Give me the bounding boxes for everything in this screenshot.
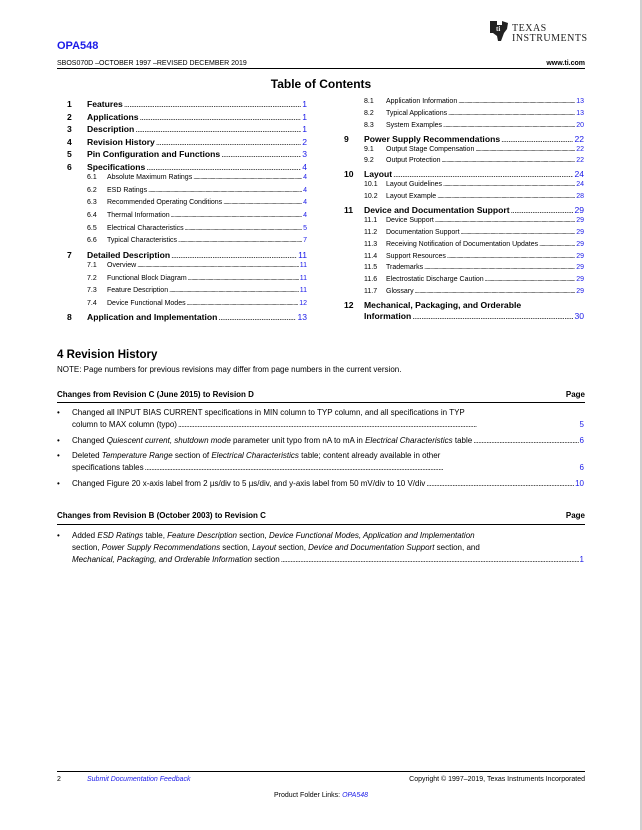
toc-entry[interactable] (87, 212, 307, 219)
toc-entry-number: 2 (67, 111, 72, 122)
part-number-link[interactable]: OPA548 (57, 40, 99, 52)
toc-entry-number: 10.2 (364, 193, 378, 201)
toc-entry-title: Output Protection (386, 157, 441, 165)
toc-entry-number: 6.1 (87, 174, 97, 182)
page-link[interactable]: 6 (579, 463, 584, 472)
toc-page-link[interactable]: 29 (576, 216, 584, 224)
toc-page-link[interactable]: 24 (576, 181, 584, 189)
toc-entry-number: 10 (344, 169, 354, 180)
toc-entry[interactable] (364, 264, 584, 271)
dot-leader (441, 157, 575, 164)
toc-entry[interactable] (364, 217, 584, 224)
change-text: Changed all INPUT BIAS CURRENT specifications in MIN column to TYP column, and all specifications in TYP (72, 408, 465, 417)
dot-leader (221, 149, 301, 159)
dot-leader (171, 250, 297, 260)
toc-entry-number: 4 (67, 136, 72, 147)
toc-entry-number: 6.4 (87, 212, 97, 219)
dot-leader (511, 205, 574, 215)
toc-entry-title: Electrical Characteristics (107, 224, 184, 232)
dot-leader (148, 187, 302, 194)
toc-entry[interactable] (87, 187, 307, 194)
change-text: Changed Quiescent current, shutdown mode parameter unit typo from nA to mA in Electrical Characteristics table (72, 436, 473, 445)
toc-entry-number: 7 (67, 249, 72, 260)
dot-leader (415, 288, 576, 295)
toc-entry-title: Trademarks (386, 264, 424, 272)
dot-leader (447, 253, 575, 260)
toc-entry-number: 10.1 (364, 181, 378, 189)
change-text: section, Power Supply Recommendations section, Layout section, Device and Documentation Support section, and (72, 543, 480, 552)
toc-entry-title: Recommended Operating Conditions (107, 199, 223, 207)
dot-leader (539, 241, 575, 248)
dot-leader (188, 275, 299, 282)
toc-entry-number: 8.2 (364, 109, 374, 117)
dot-leader (187, 300, 299, 307)
toc-entry-title: Typical Applications (386, 109, 448, 117)
dot-leader (437, 193, 575, 200)
website-link[interactable]: www.ti.com (546, 60, 585, 67)
toc-page-link[interactable]: 7 (303, 237, 307, 245)
dot-leader (443, 122, 575, 129)
toc-page-link[interactable]: 4 (303, 186, 307, 194)
dot-leader (193, 174, 302, 181)
toc-page-link[interactable]: 29 (576, 252, 584, 260)
dot-leader (443, 181, 575, 188)
dot-leader (178, 420, 579, 429)
changes-heading-text: Changes from Revision B (October 2003) to Revision C (57, 511, 266, 520)
header-rule (57, 68, 585, 69)
toc-entry-number: 11.4 (364, 252, 378, 260)
toc-entry[interactable] (87, 262, 307, 269)
dot-leader (412, 311, 573, 321)
dot-leader (178, 237, 302, 244)
toc-entry-number: 9.1 (364, 145, 374, 153)
bullet: • (57, 408, 60, 417)
dot-leader (281, 555, 579, 564)
toc-entry-title: Absolute Maximum Ratings (107, 174, 193, 182)
changes-heading-c-to-d (57, 390, 585, 399)
dot-leader (501, 134, 573, 144)
page-link[interactable]: 5 (579, 420, 584, 429)
feedback-link[interactable]: Submit Documentation Feedback (87, 776, 191, 783)
toc-entry[interactable] (344, 134, 584, 144)
toc-entry-title: Application Information (386, 98, 458, 105)
change-item-1-line-1 (72, 408, 584, 417)
toc-page-link[interactable]: 11 (299, 287, 307, 295)
ti-state-icon (488, 19, 510, 43)
toc-entry[interactable] (67, 112, 307, 122)
toc-entry-number: 11.2 (364, 228, 378, 236)
bullet: • (57, 531, 60, 540)
toc-entry-title: Information (364, 311, 412, 322)
toc-entry[interactable] (67, 149, 307, 159)
toc-entry-title: Layout Example (386, 193, 437, 201)
changes-rule (57, 402, 585, 403)
ti-logo (488, 19, 588, 43)
toc-entry-number: 11.3 (364, 240, 378, 248)
toc-entry-number: 6 (67, 161, 72, 172)
toc-entry-number: 6.6 (87, 237, 97, 245)
dot-leader (137, 262, 299, 269)
toc-entry[interactable] (87, 300, 307, 307)
dot-leader (171, 212, 302, 219)
toc-entry[interactable] (67, 162, 307, 172)
change-text: column to MAX column (typo) (72, 420, 177, 429)
footer-rule (57, 771, 585, 772)
toc-page-link[interactable]: 29 (574, 205, 584, 215)
changes-rule (57, 524, 585, 525)
page-number: 2 (57, 776, 61, 783)
dot-leader (140, 112, 302, 122)
toc-entry-continuation[interactable] (364, 311, 584, 321)
dot-leader (393, 169, 573, 179)
toc-page-link[interactable]: 29 (576, 264, 584, 272)
toc-page-link[interactable]: 29 (576, 240, 584, 248)
toc-page-link[interactable]: 22 (576, 157, 584, 165)
dot-leader (426, 479, 574, 488)
toc-right-column (344, 98, 584, 324)
toc-entry-title: Electrostatic Discharge Caution (386, 276, 484, 284)
dot-leader (218, 312, 296, 322)
toc-entry[interactable] (67, 99, 307, 109)
product-folder-links (0, 792, 642, 799)
dot-leader (124, 99, 301, 109)
toc-page-link[interactable]: 24 (574, 169, 584, 180)
revision-line: SBOS070D –OCTOBER 1997 –REVISED DECEMBER 2019 (57, 60, 247, 67)
toc-entry[interactable] (364, 253, 584, 260)
toc-entry-title: Device Functional Modes (107, 299, 186, 307)
toc-entry-title: Thermal Information (107, 212, 170, 219)
dot-leader (448, 110, 575, 117)
toc-entry-number: 7.2 (87, 274, 97, 282)
toc-entry-title: Documentation Support (386, 228, 460, 236)
dot-leader (461, 229, 576, 236)
toc-page-link[interactable]: 3 (302, 149, 307, 160)
page-link[interactable]: 6 (579, 436, 584, 445)
toc-entry-title: Device Support (386, 216, 434, 224)
toc-entry-number: 8.1 (364, 98, 374, 105)
toc-entry-title: System Examples (386, 121, 443, 129)
copyright: Copyright © 1997–2019, Texas Instruments Incorporated (409, 776, 585, 783)
toc-entry-title: Layout Guidelines (386, 181, 443, 189)
change-item-4 (72, 479, 584, 488)
toc-entry-title: Output Stage Compensation (386, 145, 475, 153)
toc-entry-title: Typical Characteristics (107, 237, 178, 245)
page-link[interactable]: 1 (579, 555, 584, 564)
toc-page-link[interactable]: 4 (303, 199, 307, 207)
dot-leader (424, 264, 575, 271)
toc-entry[interactable] (364, 181, 584, 188)
page-column-label: Page (565, 390, 585, 399)
dot-leader (145, 463, 579, 472)
dot-leader (223, 199, 302, 206)
toc-entry-number: 6.3 (87, 199, 97, 207)
toc-page-link[interactable]: 5 (303, 224, 307, 232)
toc-entry[interactable] (364, 98, 584, 105)
toc-entry-title: Feature Description (107, 287, 169, 295)
toc-page-link[interactable]: 22 (574, 133, 584, 144)
toc-page-link[interactable]: 11 (298, 249, 307, 260)
toc-entry-number: 9.2 (364, 157, 374, 165)
toc-page-link[interactable]: 4 (303, 174, 307, 182)
dot-leader (485, 276, 576, 283)
toc-entry-title: Power Supply Recommendations (364, 133, 501, 144)
toc-entry-number: 11.7 (364, 288, 378, 296)
toc-entry[interactable] (87, 287, 307, 294)
change-b-item-line-1 (72, 531, 584, 540)
toc-page-link[interactable]: 29 (576, 276, 584, 284)
toc-page-link[interactable]: 29 (576, 228, 584, 236)
dot-leader (185, 225, 302, 232)
toc-entry[interactable] (87, 174, 307, 181)
toc-entry-title: Pin Configuration and Functions (87, 149, 221, 160)
changes-heading-text: Changes from Revision C (June 2015) to Revision D (57, 390, 254, 399)
toc-entry[interactable] (87, 237, 307, 244)
dot-leader (156, 137, 301, 147)
toc-entry-number: 11.6 (364, 276, 378, 284)
changes-heading-b-to-c (57, 511, 585, 520)
toc-entry[interactable] (364, 229, 584, 236)
toc-entry-title: Glossary (386, 288, 414, 296)
toc-entry-number: 5 (67, 149, 72, 160)
dot-leader (473, 436, 578, 445)
toc-entry-number: 12 (344, 300, 354, 311)
toc-entry[interactable] (364, 276, 584, 283)
change-text: Deleted Temperature Range section of Electrical Characteristics table; content already available in other (72, 451, 441, 460)
toc-entry[interactable] (87, 225, 307, 232)
toc-entry-title: Features (87, 99, 123, 109)
change-item-3-line-2 (72, 463, 584, 472)
change-text: Changed Figure 20 x-axis label from 2 µs/div to 5 µs/div, and y-axis label from 50 mV/div to 10 V/div (72, 479, 426, 488)
toc-page-link[interactable]: 1 (302, 111, 307, 122)
toc-entry[interactable] (364, 288, 584, 295)
toc-entry[interactable] (364, 110, 584, 117)
toc-page-link[interactable]: 22 (576, 145, 584, 153)
toc-entry-title: Revision History (87, 136, 155, 147)
toc-page-link[interactable]: 2 (302, 136, 307, 147)
change-b-item-line-2 (72, 543, 584, 552)
toc-entry-title: Applications (87, 111, 139, 122)
svg-text:ti: ti (496, 25, 501, 33)
toc-page-link[interactable]: 29 (576, 288, 584, 296)
toc-entry[interactable] (344, 205, 584, 215)
toc-page-link[interactable]: 13 (576, 98, 584, 105)
toc-page-link[interactable]: 13 (576, 109, 584, 117)
toc-entry-title: Application and Implementation (87, 312, 218, 323)
toc-page-link[interactable]: 4 (303, 212, 307, 219)
toc-page-link[interactable]: 4 (302, 161, 307, 172)
toc-entry-number: 6.5 (87, 224, 97, 232)
toc-entry-number: 11.5 (364, 264, 378, 272)
dot-leader (435, 217, 575, 224)
folder-label: Product Folder Links: (273, 792, 343, 799)
toc-entry-title: ESD Ratings (107, 186, 148, 194)
toc-entry[interactable] (67, 137, 307, 147)
toc-entry-number: 11 (344, 205, 354, 215)
revision-note: NOTE: Page numbers for previous revisions may differ from page numbers in the current version. (57, 365, 402, 374)
toc-entry-number: 7.3 (87, 287, 97, 295)
toc-entry-number: 8 (67, 312, 72, 323)
toc-entry-title: Overview (107, 262, 137, 270)
toc-entry[interactable] (364, 146, 584, 153)
toc-entry-title: Receiving Notification of Documentation Updates (386, 240, 539, 248)
toc-entry-number: 1 (67, 99, 72, 109)
dot-leader (458, 98, 575, 105)
toc-entry[interactable] (87, 275, 307, 282)
toc-page-link[interactable]: 20 (576, 121, 584, 129)
toc-entry[interactable] (344, 169, 584, 179)
change-b-item-line-3 (72, 555, 584, 564)
dot-leader (475, 146, 575, 153)
toc-entry[interactable] (87, 199, 307, 206)
toc-entry-title: Device and Documentation Support (364, 205, 510, 215)
toc-page-link[interactable]: 13 (297, 312, 307, 323)
dot-leader (146, 162, 301, 172)
page-link[interactable]: 10 (575, 479, 584, 488)
toc-entry-number: 7.4 (87, 299, 97, 307)
change-text: Mechanical, Packaging, and Orderable Information section (72, 555, 280, 564)
toc-entry-title: Functional Block Diagram (107, 274, 187, 282)
toc-entry-title: Specifications (87, 161, 146, 172)
toc-entry-number: 11.1 (364, 216, 378, 224)
toc-page-link[interactable]: 30 (574, 311, 584, 322)
toc-page-link[interactable]: 11 (299, 274, 307, 282)
dot-leader (169, 287, 299, 294)
toc-page-link[interactable]: 12 (299, 299, 307, 307)
toc-entry[interactable] (67, 124, 307, 134)
toc-entry[interactable] (67, 250, 307, 260)
change-item-2 (72, 436, 584, 445)
toc-page-link[interactable]: 28 (576, 193, 584, 201)
bullet: • (57, 451, 60, 460)
toc-entry[interactable] (364, 241, 584, 248)
toc-entry[interactable] (364, 122, 584, 129)
change-text: Added ESD Ratings table, Feature Description section, Device Functional Modes, Application and Implementation (72, 531, 475, 540)
toc-entry-number: 6.2 (87, 186, 97, 194)
toc-page-link[interactable]: 1 (302, 124, 307, 135)
revision-history-title: 4 Revision History (57, 349, 158, 361)
toc-entry-title: Layout (364, 169, 393, 180)
dot-leader (135, 124, 301, 134)
logo-text-instruments: INSTRUMENTS (512, 33, 588, 44)
toc-entry-number: 7.1 (87, 262, 97, 270)
toc-entry-number: 3 (67, 124, 72, 135)
page-column-label: Page (565, 511, 585, 520)
product-folder-link[interactable]: OPA548 (342, 792, 369, 799)
toc-entry[interactable] (364, 193, 584, 200)
toc-entry-number: 9 (344, 133, 349, 144)
toc-left-column (67, 99, 307, 323)
toc-entry[interactable] (344, 300, 584, 310)
change-item-3-line-1 (72, 451, 584, 460)
change-item-1-line-2 (72, 420, 584, 429)
toc-entry-title: Support Resources (386, 252, 446, 260)
toc-entry[interactable] (364, 157, 584, 164)
logo-text-texas: TEXAS (512, 23, 547, 34)
toc-entry-title: Detailed Description (87, 249, 171, 260)
toc-entry-title: Mechanical, Packaging, and Orderable (364, 300, 522, 311)
change-text: specifications tables (72, 463, 144, 472)
toc-page-link[interactable]: 1 (302, 99, 307, 109)
toc-title: Table of Contents (270, 77, 372, 91)
toc-page-link[interactable]: 11 (299, 262, 307, 270)
toc-entry[interactable] (67, 312, 307, 322)
bullet: • (57, 479, 60, 488)
toc-entry-title: Description (87, 124, 135, 135)
bullet: • (57, 436, 60, 445)
toc-entry-number: 8.3 (364, 121, 374, 129)
